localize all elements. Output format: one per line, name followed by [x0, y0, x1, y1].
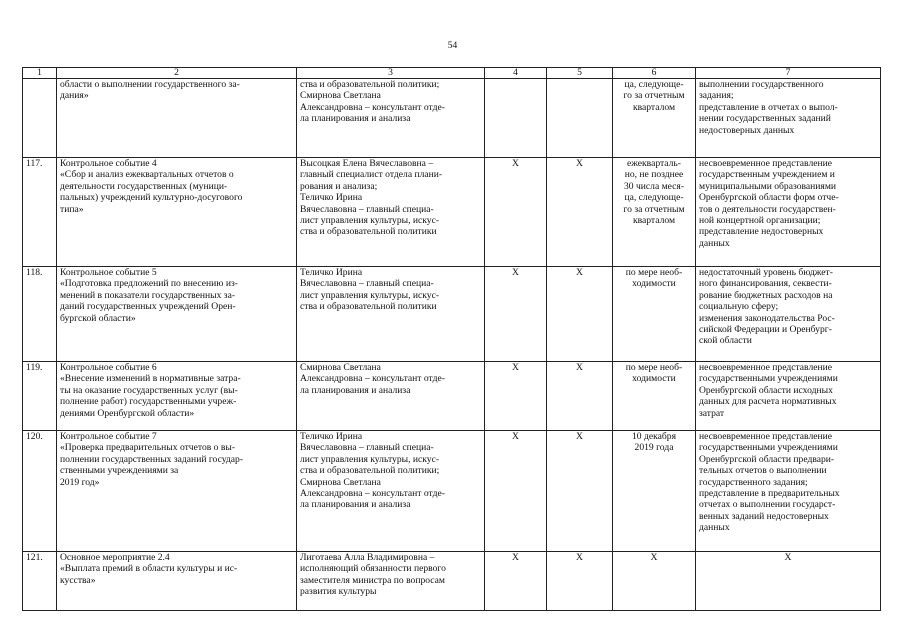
- cell-line: Вячеславовна – главный специа-: [300, 203, 434, 215]
- cell-line: ства и образовательной политики: [300, 226, 437, 238]
- responsible-cell: [297, 552, 485, 611]
- cell-line: несвоевременное представление: [699, 158, 833, 169]
- cell-line: главный специалист отдела плани-: [300, 169, 443, 181]
- cell-line: недостоверных данных: [699, 124, 795, 136]
- responsible-cell: [297, 431, 485, 552]
- cell-line: ла планирования и анализа: [300, 113, 411, 125]
- cell-line: представление в отчетах о выпол-: [699, 101, 838, 113]
- deadline-cell: [613, 267, 696, 362]
- cell-line: даний государственных учреждений Орен-: [60, 301, 236, 313]
- cell-line: Теличко Ирина: [300, 267, 363, 278]
- deadline-cell: [613, 158, 696, 267]
- cell-line: несвоевременное представление: [699, 362, 833, 373]
- cell-line: но, не позднее: [624, 169, 684, 181]
- table-row: [23, 267, 881, 362]
- column-number-cell: 4: [485, 68, 547, 79]
- cell-line: рование бюджетных расходов на: [699, 289, 833, 301]
- cell-line: затрат: [699, 407, 725, 419]
- cell-line: Основное мероприятие 2.4: [60, 552, 170, 563]
- cell-line: Вячеславовна – главный специа-: [300, 442, 434, 454]
- cell-line: Оренбургской области предвари-: [699, 453, 835, 465]
- cell-line: изменения законодательства Рос-: [699, 312, 835, 324]
- column-number-cell: 2: [57, 68, 297, 79]
- cell-line: менений в показатели государственных за-: [60, 289, 236, 301]
- cell-line: Смирнова Светлана: [300, 362, 381, 373]
- row-number: 117.: [23, 158, 57, 267]
- plan-table: [22, 67, 881, 611]
- column-number-cell: 6: [613, 68, 696, 79]
- column-number-cell: 7: [696, 68, 881, 79]
- cell-line: «Выплата премий в области культуры и ис-: [60, 563, 238, 575]
- cell-line: го за отчетным: [623, 203, 685, 215]
- cell-line: ла планирования и анализа: [300, 384, 411, 396]
- cell-line: Контрольное событие 4: [60, 158, 157, 169]
- cell-line: ственными учреждениями за: [60, 465, 179, 477]
- cell-line: данных: [699, 522, 730, 534]
- event-cell: [57, 267, 297, 362]
- cell-line: ного финансирования, секвести-: [699, 278, 832, 290]
- end-date-cell: Х: [547, 431, 613, 552]
- cell-line: выполнении государственного: [699, 79, 824, 90]
- row-number: [23, 79, 57, 158]
- cell-line: Оренбургской области исходных: [699, 384, 833, 396]
- start-date-cell: Х: [485, 431, 547, 552]
- cell-line: рования и анализа;: [300, 180, 378, 192]
- cell-line: отчетах о выполнении государст-: [699, 499, 836, 511]
- cell-line: Высоцкая Елена Вячеславовна –: [300, 158, 434, 169]
- cell-line: Х: [784, 552, 792, 563]
- column-number-cell: 1: [23, 68, 57, 79]
- cell-line: «Проверка предварительных отчетов о вы-: [60, 442, 236, 454]
- cell-line: ежекварталь-: [626, 158, 682, 169]
- cell-line: государственными учреждениями: [699, 442, 838, 454]
- column-number-header: [23, 68, 881, 79]
- cell-line: муниципальными образованиями: [699, 180, 837, 192]
- cell-line: 2019 года: [634, 442, 674, 454]
- page-number: 54: [447, 41, 458, 51]
- cell-line: ской области: [699, 335, 752, 347]
- cell-line: Х: [650, 552, 658, 563]
- cell-line: Контрольное событие 5: [60, 267, 157, 278]
- table-row: [23, 431, 881, 552]
- cell-line: полнение работ) государственными учреж-: [60, 396, 237, 408]
- event-cell: [57, 552, 297, 611]
- cell-line: Теличко Ирина: [300, 192, 363, 204]
- start-date-cell: Х: [485, 267, 547, 362]
- cell-line: кусства»: [60, 574, 96, 586]
- start-date-cell: Х: [485, 158, 547, 267]
- table-row: [23, 552, 881, 611]
- cell-line: государственным учреждением и: [699, 169, 835, 181]
- end-date-cell: Х: [547, 267, 613, 362]
- cell-line: «Внесение изменений в нормативные затра-: [60, 373, 241, 385]
- cell-line: Контрольное событие 6: [60, 362, 157, 373]
- cell-line: ца, следующе-: [624, 79, 684, 90]
- end-date-cell: Х: [547, 158, 613, 267]
- cell-line: Александровна – консультант отде-: [300, 373, 445, 385]
- deadline-cell: [613, 552, 696, 611]
- cell-line: Теличко Ирина: [300, 431, 363, 442]
- cell-line: ходимости: [632, 373, 676, 385]
- cell-line: дания»: [60, 90, 89, 102]
- cell-line: 30 числа меся-: [623, 180, 685, 192]
- cell-line: данных для расчета нормативных: [699, 396, 837, 408]
- column-number-cell: 3: [297, 68, 485, 79]
- cell-line: заместителя министра по вопросам: [300, 574, 446, 586]
- cell-line: ства и образовательной политики;: [300, 79, 440, 90]
- deadline-cell: [613, 362, 696, 431]
- responsible-cell: [297, 79, 485, 158]
- end-date-cell: Х: [547, 552, 613, 611]
- risk-cell: [696, 79, 881, 158]
- end-date-cell: Х: [547, 362, 613, 431]
- cell-line: социальную сферу;: [699, 301, 779, 313]
- event-cell: [57, 431, 297, 552]
- cell-line: типа»: [60, 203, 84, 215]
- cell-line: по мере необ-: [625, 362, 683, 373]
- cell-line: Александровна – консультант отде-: [300, 101, 445, 113]
- cell-line: венных заданий недостоверных: [699, 510, 829, 522]
- cell-line: дениями Оренбургской области»: [60, 407, 195, 419]
- end-date-cell: [547, 79, 613, 158]
- cell-line: ходимости: [632, 278, 676, 290]
- risk-cell: [696, 158, 881, 267]
- cell-line: представление в предварительных: [699, 488, 840, 500]
- cell-line: развития культуры: [300, 586, 377, 598]
- cell-line: ства и образовательной политики: [300, 301, 437, 313]
- cell-line: представление недостоверных: [699, 226, 824, 238]
- table-row: [23, 158, 881, 267]
- table-row: [23, 362, 881, 431]
- risk-cell: [696, 362, 881, 431]
- event-cell: [57, 79, 297, 158]
- cell-line: тов о деятельности государствен-: [699, 203, 836, 215]
- responsible-cell: [297, 158, 485, 267]
- cell-line: 2019 год»: [60, 476, 100, 488]
- cell-line: государственными учреждениями: [699, 373, 838, 385]
- cell-line: Александровна – консультант отде-: [300, 488, 445, 500]
- deadline-cell: [613, 79, 696, 158]
- cell-line: ной концертной организации;: [699, 215, 821, 227]
- cell-line: ты на оказание государственных услуг (вы-: [60, 384, 238, 396]
- cell-line: Оренбургской области форм отче-: [699, 192, 839, 204]
- cell-line: задания;: [699, 90, 734, 102]
- row-number: 119.: [23, 362, 57, 431]
- cell-line: исполняющий обязанности первого: [300, 563, 446, 575]
- cell-line: Вячеславовна – главный специа-: [300, 278, 434, 290]
- cell-line: лист управления культуры, искус-: [300, 215, 440, 227]
- row-number: 121.: [23, 552, 57, 611]
- cell-line: ла планирования и анализа: [300, 499, 411, 511]
- cell-line: деятельности государственных (муници-: [60, 180, 228, 192]
- row-number: 120.: [23, 431, 57, 552]
- event-cell: [57, 158, 297, 267]
- cell-line: «Сбор и анализ ежеквартальных отчетов о: [60, 169, 234, 181]
- cell-line: по мере необ-: [625, 267, 683, 278]
- cell-line: государственного задания;: [699, 476, 808, 488]
- cell-line: несвоевременное представление: [699, 431, 833, 442]
- cell-line: недостаточный уровень бюджет-: [699, 267, 833, 278]
- cell-line: тельных отчетов о выполнении: [699, 465, 827, 477]
- cell-line: «Подготовка предложений по внесению из-: [60, 278, 238, 290]
- deadline-cell: [613, 431, 696, 552]
- start-date-cell: [485, 79, 547, 158]
- cell-line: сийской Федерации и Оренбург-: [699, 324, 832, 336]
- cell-line: 10 декабря: [632, 431, 676, 442]
- cell-line: ца, следующе-: [624, 192, 684, 204]
- risk-cell: [696, 552, 881, 611]
- cell-line: Лиготаева Алла Владимировна –: [300, 552, 435, 563]
- cell-line: кварталом: [632, 215, 676, 227]
- cell-line: данных: [699, 237, 730, 249]
- responsible-cell: [297, 362, 485, 431]
- cell-line: полнении государственных заданий государ-: [60, 453, 244, 465]
- cell-line: Смирнова Светлана: [300, 90, 381, 102]
- cell-line: области о выполнении государственного за-: [60, 79, 240, 90]
- cell-line: нении государственных заданий: [699, 113, 831, 125]
- cell-line: пальных) учреждений культурно-досугового: [60, 192, 243, 204]
- row-number: 118.: [23, 267, 57, 362]
- cell-line: ства и образовательной политики;: [300, 465, 440, 477]
- start-date-cell: Х: [485, 552, 547, 611]
- cell-line: лист управления культуры, искус-: [300, 453, 440, 465]
- start-date-cell: Х: [485, 362, 547, 431]
- risk-cell: [696, 431, 881, 552]
- risk-cell: [696, 267, 881, 362]
- table-row: [23, 79, 881, 158]
- responsible-cell: [297, 267, 485, 362]
- cell-line: Контрольное событие 7: [60, 431, 157, 442]
- cell-line: лист управления культуры, искус-: [300, 289, 440, 301]
- cell-line: Смирнова Светлана: [300, 476, 381, 488]
- cell-line: кварталом: [632, 101, 676, 113]
- column-number-cell: 5: [547, 68, 613, 79]
- cell-line: го за отчетным: [623, 90, 685, 102]
- cell-line: бургской области»: [60, 312, 136, 324]
- event-cell: [57, 362, 297, 431]
